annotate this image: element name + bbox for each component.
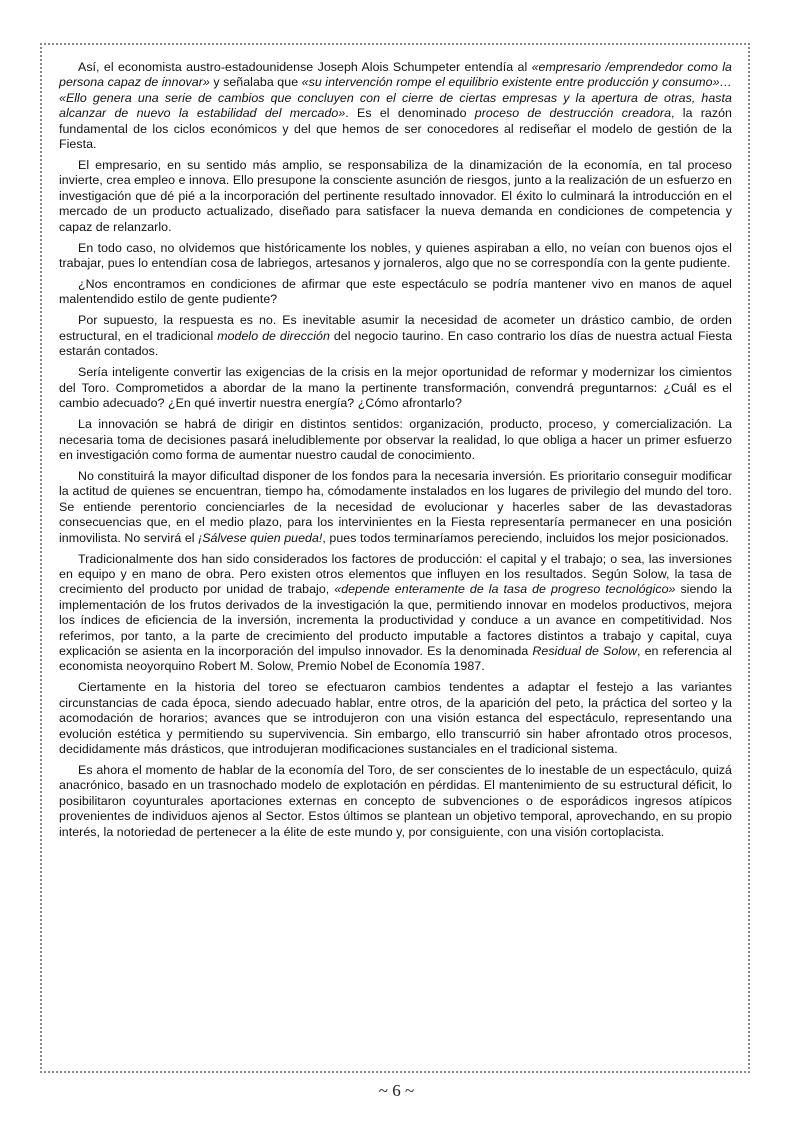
text-run: siendo la implementación de los frutos derivados de la investigación la que, permitiendo innovar en modelos productivos, mejora los índices de eficiencia de la inversión, incrementa la productividad y conduce a un avance en competitividad. Nos referimos, por tanto, a la parte de crecimiento del producto imputable a factores distintos a trabajo y capital, cuya explicación se asienta en la incorporación del impulso innovador. Es la denominada: [59, 582, 732, 658]
text-run: Ciertamente en la historia del toreo se efectuaron cambios tendentes a adaptar el festejo a las variantes circunstancias de cada época, siendo adecuado hablar, entre otros, de la aparición del peto, la práctica del sorteo y la acomodación de horarios; avances que se introdujeron con una visión estanca del espectáculo, representando una evolución estética y permitiendo su supervivencia. Sin embargo, ello transcurrió sin haber afrontado otros procesos, decididamente más drásticos, que introdujeran modificaciones sustanciales en el tradicional sistema.: [59, 680, 732, 756]
text-run: y señalaba que: [209, 75, 302, 90]
text-run: , en referencia al economista neoyorquino Robert M. Solow, Premio Nobel de Economía 1987.: [59, 643, 732, 674]
paragraph: [59, 763, 732, 840]
text-run: La innovación se habrá de dirigir en distintos sentidos: organización, producto, proceso, y comercialización. La necesaria toma de decisiones pasará ineludiblemente por observar la realidad, lo que obliga a hacer un primer esfuerzo en investigación como forma de aumentar nuestro caudal de conocimiento.: [59, 417, 732, 462]
text-run: Así, el economista austro-estadounidense Joseph Alois Schumpeter entendía al: [78, 60, 532, 74]
document-body: [59, 60, 732, 846]
text-run: , pues todos terminaríamos pereciendo, incluidos los mejor posicionados.: [322, 530, 729, 545]
term-italic: modelo de dirección: [217, 328, 330, 343]
text-run: Tradicionalmente dos han sido considerados los factores de producción: el capital y el trabajo; o sea, las inversiones en equipo y en mano de obra. Pero existen otros elementos que influyen en los resultados. Según Solow, la tasa de crecimiento del producto por unidad de trabajo,: [59, 551, 732, 597]
quote-italic: «depende enteramente de la tasa de progreso tecnológico»: [334, 582, 676, 597]
text-run: ¿Nos encontramos en condiciones de afirmar que este espectáculo se podría mantener vivo en manos de aquel malentendido estilo de gente pudiente?: [59, 277, 732, 307]
paragraph: [59, 469, 732, 546]
paragraph: [59, 60, 732, 152]
term-italic: ¡Sálvese quien pueda!: [198, 530, 323, 545]
page-number: ~ 6 ~: [378, 1081, 415, 1100]
text-run: , la razón fundamental de los ciclos económicos y del que hemos de ser conocedores al rediseñar el modelo de gestión de la Fiesta.: [59, 106, 732, 152]
text-run: No constituirá la mayor dificultad disponer de los fondos para la necesaria inversión. Es prioritario conseguir modificar la actitud de quienes se encuentran, tiempo ha, cómodamente instalados en los lugares de privilegio del mundo del toro. Se entiende perentorio concienciarles de la necesidad de evolucionar y hacerles saber de las devastadoras consecuencias que, en el medio plazo, para los intervinientes en la Fiesta representaría permanecer en una posición inmovilista. No servirá el: [59, 468, 732, 545]
paragraph: [59, 552, 732, 675]
paragraph: [59, 277, 732, 308]
text-run: Es ahora el momento de hablar de la economía del Toro, de ser conscientes de lo inestable de un espectáculo, quizá anacrónico, basado en un trasnochado modelo de explotación en pérdidas. El mantenimiento de su estructural déficit, lo posibilitaron coyunturales aportaciones externas en concepto de subvenciones o de esporádicos ingresos atípicos provenientes de individuos ajenos al Sector. Estos últimos se plantean un objetivo temporal, aprovechando, en su propio interés, la notoriedad de pertenecer a la élite de este mundo y, por consiguiente, con una visión cortoplacista.: [59, 763, 732, 839]
text-run: Sería inteligente convertir las exigencias de la crisis en la mejor oportunidad de reformar y modernizar los cimientos del Toro. Comprometidos a abordar de la mano la pertinente transformación, convendrá preguntarnos: ¿Cuál es el cambio adecuado? ¿En qué invertir nuestra energía? ¿Cómo afrontarlo?: [59, 365, 732, 411]
paragraph: [59, 417, 732, 463]
quote-italic: «empresario /emprendedor como la persona capaz de innovar»: [59, 60, 732, 90]
quote-italic: «su intervención rompe el equilibrio existente entre producción y consumo»… «Ello genera una serie de cambios que concluyen con el cierre de ciertas empresas y la apertura de otras, hasta alcanzar de nuevo la estabilidad del mercado»: [59, 75, 732, 121]
text-run: El empresario, en su sentido más amplio, se responsabiliza de la dinamización de la economía, en tal proceso invierte, crea empleo e innova. Ello presupone la consciente asunción de riesgos, junto a la realización de un esfuerzo en investigación que dé pié a la incorporación del pertinente resultado innovador. El éxito lo culminará la introducción en el mercado de un producto actualizado, diseñado para satisfacer la nueva demanda en condiciones de competencia y capaz de relanzarlo.: [59, 158, 732, 234]
paragraph: [59, 680, 732, 757]
paragraph: [59, 158, 732, 235]
text-run: del negocio taurino. En caso contrario los días de nuestra actual Fiesta estarán contados.: [59, 328, 733, 359]
term-italic: proceso de destrucción creadora: [474, 106, 672, 121]
text-run: En todo caso, no olvidemos que históricamente los nobles, y quienes aspiraban a ello, no veían con buenos ojos el trabajar, pues lo entendían cosa de labriegos, artesanos y jornaleros, algo que no se correspondía con la gente pudiente.: [59, 240, 732, 271]
text-run: Por supuesto, la respuesta es no. Es inevitable asumir la necesidad de acometer un drástico cambio, de orden estructural, en el tradicional: [59, 313, 732, 343]
term-italic: Residual de Solow: [532, 643, 638, 658]
paragraph: [59, 313, 732, 359]
paragraph: [59, 365, 732, 411]
paragraph: [59, 241, 732, 272]
text-run: . Es el denominado: [345, 106, 475, 121]
